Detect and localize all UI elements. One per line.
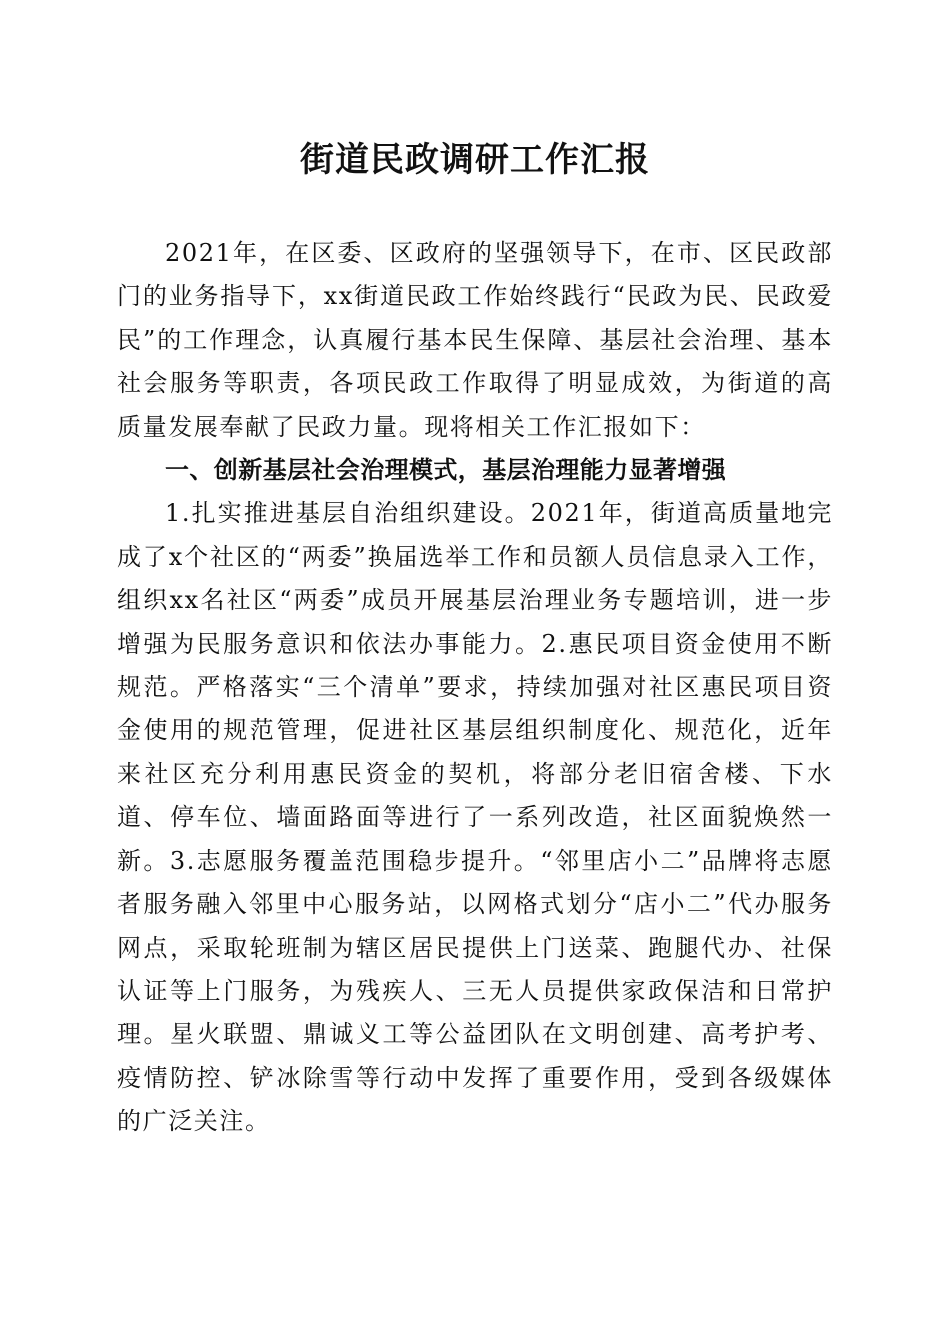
document-body bbox=[117, 232, 833, 1144]
section-heading: 一、创新基层社会治理模式，基层治理能力显著增强 bbox=[165, 456, 727, 485]
document-title: 街道民政调研工作汇报 bbox=[300, 140, 650, 180]
intro-paragraph: 2021年，在区委、区政府的坚强领导下，在市、区民政部门的业务指导下，xx街道民政工作始终践行“民政为民、民政爱民”的工作理念，认真履行基本民生保障、基层社会治理、基本社会服务等职责，各项民政工作取得了明显成效，为街道的高质量发展奉献了民政力量。现将相关工作汇报如下： bbox=[117, 239, 833, 441]
section-paragraph: 1.扎实推进基层自治组织建设。2021年，街道高质量地完成了x个社区的“两委”换届选举工作和员额人员信息录入工作，组织xx名社区“两委”成员开展基层治理业务专题培训，进一步增强为民服务意识和依法办事能力。2.惠民项目资金使用不断规范。严格落实“三个清单”要求，持续加强对社区惠民项目资金使用的规范管理，促进社区基层组织制度化、规范化，近年来社区充分利用惠民资金的契机，将部分老旧宿舍楼、下水道、停车位、墙面路面等进行了一系列改造，社区面貌焕然一新。3.志愿服务覆盖范围稳步提升。“邻里店小二”品牌将志愿者服务融入邻里中心服务站，以网格式划分“店小二”代办服务网点，采取轮班制为辖区居民提供上门送菜、跑腿代办、社保认证等上门服务，为残疾人、三无人员提供家政保洁和日常护理。星火联盟、鼎诚义工等公益团队在文明创建、高考护考、疫情防控、铲冰除雪等行动中发挥了重要作用，受到各级媒体的广泛关注。 bbox=[117, 499, 833, 1136]
